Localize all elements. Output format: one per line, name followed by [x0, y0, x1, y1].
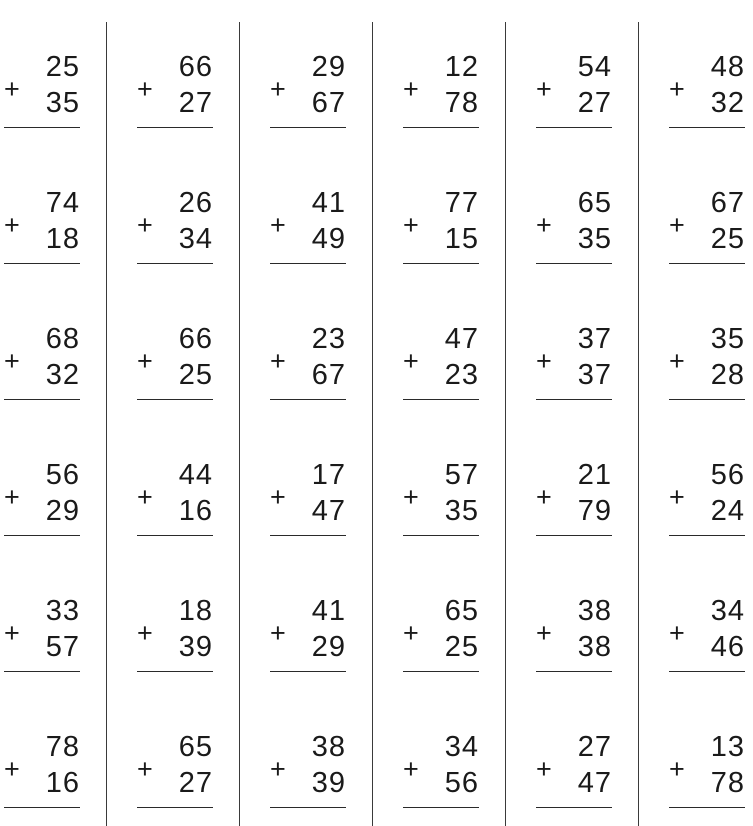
answer-line: [669, 671, 745, 672]
addition-problem: [266, 450, 346, 550]
addition-problem: [532, 314, 612, 414]
addition-problem: [665, 314, 745, 414]
top-addend: 37: [577, 323, 612, 355]
addition-problem: [0, 42, 80, 142]
bottom-addend: 27: [178, 87, 213, 119]
bottom-addend: 15: [444, 223, 479, 255]
top-addend: 26: [178, 187, 213, 219]
plus-sign: +: [137, 618, 153, 648]
bottom-addend: 67: [311, 87, 346, 119]
answer-line: [137, 399, 213, 400]
plus-sign: +: [403, 346, 419, 376]
top-addend: 29: [311, 51, 346, 83]
addition-problem: [0, 722, 80, 822]
plus-sign: +: [4, 346, 20, 376]
answer-line: [536, 127, 612, 128]
answer-line: [669, 807, 745, 808]
addition-problem: [133, 586, 213, 686]
plus-sign: +: [270, 482, 286, 512]
answer-line: [137, 263, 213, 264]
addition-problem: [665, 42, 745, 142]
bottom-addend: 39: [311, 767, 346, 799]
bottom-addend: 46: [710, 631, 745, 663]
bottom-addend: 47: [577, 767, 612, 799]
bottom-addend: 27: [577, 87, 612, 119]
answer-line: [137, 535, 213, 536]
top-addend: 44: [178, 459, 213, 491]
addition-problem: [399, 586, 479, 686]
top-addend: 35: [710, 323, 745, 355]
plus-sign: +: [4, 754, 20, 784]
plus-sign: +: [669, 482, 685, 512]
top-addend: 38: [577, 595, 612, 627]
answer-line: [137, 671, 213, 672]
top-addend: 34: [444, 731, 479, 763]
top-addend: 27: [577, 731, 612, 763]
addition-problem: [266, 722, 346, 822]
bottom-addend: 25: [710, 223, 745, 255]
addition-problem: [399, 314, 479, 414]
bottom-addend: 29: [311, 631, 346, 663]
bottom-addend: 27: [178, 767, 213, 799]
answer-line: [270, 127, 346, 128]
plus-sign: +: [669, 346, 685, 376]
plus-sign: +: [536, 618, 552, 648]
addition-problem: [266, 314, 346, 414]
plus-sign: +: [536, 74, 552, 104]
top-addend: 54: [577, 51, 612, 83]
bottom-addend: 38: [577, 631, 612, 663]
bottom-addend: 32: [710, 87, 745, 119]
answer-line: [4, 399, 80, 400]
addition-problem: [665, 722, 745, 822]
plus-sign: +: [270, 210, 286, 240]
top-addend: 38: [311, 731, 346, 763]
addition-problem: [399, 42, 479, 142]
plus-sign: +: [403, 618, 419, 648]
addition-problem: [399, 178, 479, 278]
bottom-addend: 39: [178, 631, 213, 663]
plus-sign: +: [137, 754, 153, 784]
bottom-addend: 23: [444, 359, 479, 391]
top-addend: 65: [577, 187, 612, 219]
bottom-addend: 35: [444, 495, 479, 527]
answer-line: [4, 671, 80, 672]
answer-line: [403, 399, 479, 400]
answer-line: [270, 535, 346, 536]
addition-problem: [399, 450, 479, 550]
plus-sign: +: [403, 482, 419, 512]
plus-sign: +: [403, 210, 419, 240]
top-addend: 56: [710, 459, 745, 491]
answer-line: [403, 671, 479, 672]
answer-line: [403, 535, 479, 536]
answer-line: [137, 127, 213, 128]
plus-sign: +: [270, 754, 286, 784]
top-addend: 47: [444, 323, 479, 355]
bottom-addend: 78: [710, 767, 745, 799]
bottom-addend: 67: [311, 359, 346, 391]
plus-sign: +: [137, 210, 153, 240]
addition-problem: [0, 450, 80, 550]
bottom-addend: 25: [444, 631, 479, 663]
column-divider: [638, 22, 639, 826]
bottom-addend: 16: [178, 495, 213, 527]
top-addend: 34: [710, 595, 745, 627]
answer-line: [669, 263, 745, 264]
answer-line: [4, 535, 80, 536]
bottom-addend: 78: [444, 87, 479, 119]
top-addend: 18: [178, 595, 213, 627]
answer-line: [270, 807, 346, 808]
top-addend: 41: [311, 187, 346, 219]
top-addend: 17: [311, 459, 346, 491]
plus-sign: +: [4, 618, 20, 648]
top-addend: 74: [45, 187, 80, 219]
answer-line: [270, 671, 346, 672]
bottom-addend: 28: [710, 359, 745, 391]
bottom-addend: 29: [45, 495, 80, 527]
plus-sign: +: [137, 74, 153, 104]
column-divider: [505, 22, 506, 826]
answer-line: [4, 263, 80, 264]
addition-problem: [532, 586, 612, 686]
answer-line: [536, 671, 612, 672]
top-addend: 41: [311, 595, 346, 627]
top-addend: 12: [444, 51, 479, 83]
top-addend: 77: [444, 187, 479, 219]
plus-sign: +: [4, 74, 20, 104]
plus-sign: +: [536, 482, 552, 512]
top-addend: 25: [45, 51, 80, 83]
plus-sign: +: [669, 754, 685, 784]
addition-problem: [266, 42, 346, 142]
top-addend: 78: [45, 731, 80, 763]
top-addend: 66: [178, 323, 213, 355]
addition-problem: [133, 314, 213, 414]
answer-line: [536, 399, 612, 400]
top-addend: 56: [45, 459, 80, 491]
top-addend: 48: [710, 51, 745, 83]
plus-sign: +: [270, 618, 286, 648]
addition-problem: [266, 178, 346, 278]
plus-sign: +: [4, 210, 20, 240]
addition-problem: [133, 722, 213, 822]
addition-problem: [532, 178, 612, 278]
bottom-addend: 35: [45, 87, 80, 119]
answer-line: [4, 127, 80, 128]
plus-sign: +: [403, 754, 419, 784]
bottom-addend: 18: [45, 223, 80, 255]
top-addend: 57: [444, 459, 479, 491]
column-divider: [106, 22, 107, 826]
plus-sign: +: [536, 754, 552, 784]
top-addend: 68: [45, 323, 80, 355]
bottom-addend: 79: [577, 495, 612, 527]
answer-line: [137, 807, 213, 808]
bottom-addend: 32: [45, 359, 80, 391]
addition-problem: [532, 42, 612, 142]
answer-line: [669, 535, 745, 536]
answer-line: [403, 127, 479, 128]
plus-sign: +: [270, 346, 286, 376]
addition-problem: [0, 586, 80, 686]
plus-sign: +: [270, 74, 286, 104]
answer-line: [403, 807, 479, 808]
plus-sign: +: [403, 74, 419, 104]
bottom-addend: 35: [577, 223, 612, 255]
top-addend: 13: [710, 731, 745, 763]
addition-problem: [0, 314, 80, 414]
bottom-addend: 16: [45, 767, 80, 799]
bottom-addend: 37: [577, 359, 612, 391]
plus-sign: +: [536, 346, 552, 376]
bottom-addend: 56: [444, 767, 479, 799]
answer-line: [536, 807, 612, 808]
answer-line: [270, 263, 346, 264]
answer-line: [536, 263, 612, 264]
answer-line: [669, 127, 745, 128]
addition-problem: [665, 450, 745, 550]
addition-problem: [0, 178, 80, 278]
bottom-addend: 49: [311, 223, 346, 255]
answer-line: [4, 807, 80, 808]
top-addend: 65: [444, 595, 479, 627]
plus-sign: +: [669, 210, 685, 240]
column-divider: [372, 22, 373, 826]
addition-problem: [399, 722, 479, 822]
plus-sign: +: [137, 346, 153, 376]
top-addend: 23: [311, 323, 346, 355]
plus-sign: +: [4, 482, 20, 512]
addition-problem: [266, 586, 346, 686]
addition-problem: [133, 178, 213, 278]
bottom-addend: 57: [45, 631, 80, 663]
plus-sign: +: [669, 618, 685, 648]
addition-problem: [532, 450, 612, 550]
addition-problem: [665, 178, 745, 278]
top-addend: 66: [178, 51, 213, 83]
answer-line: [403, 263, 479, 264]
plus-sign: +: [137, 482, 153, 512]
addition-problem: [665, 586, 745, 686]
answer-line: [536, 535, 612, 536]
plus-sign: +: [669, 74, 685, 104]
plus-sign: +: [536, 210, 552, 240]
column-divider: [239, 22, 240, 826]
top-addend: 67: [710, 187, 745, 219]
bottom-addend: 25: [178, 359, 213, 391]
answer-line: [669, 399, 745, 400]
top-addend: 21: [577, 459, 612, 491]
addition-problem: [532, 722, 612, 822]
addition-problem: [133, 450, 213, 550]
bottom-addend: 47: [311, 495, 346, 527]
bottom-addend: 34: [178, 223, 213, 255]
answer-line: [270, 399, 346, 400]
top-addend: 65: [178, 731, 213, 763]
bottom-addend: 24: [710, 495, 745, 527]
addition-problem: [133, 42, 213, 142]
top-addend: 33: [45, 595, 80, 627]
